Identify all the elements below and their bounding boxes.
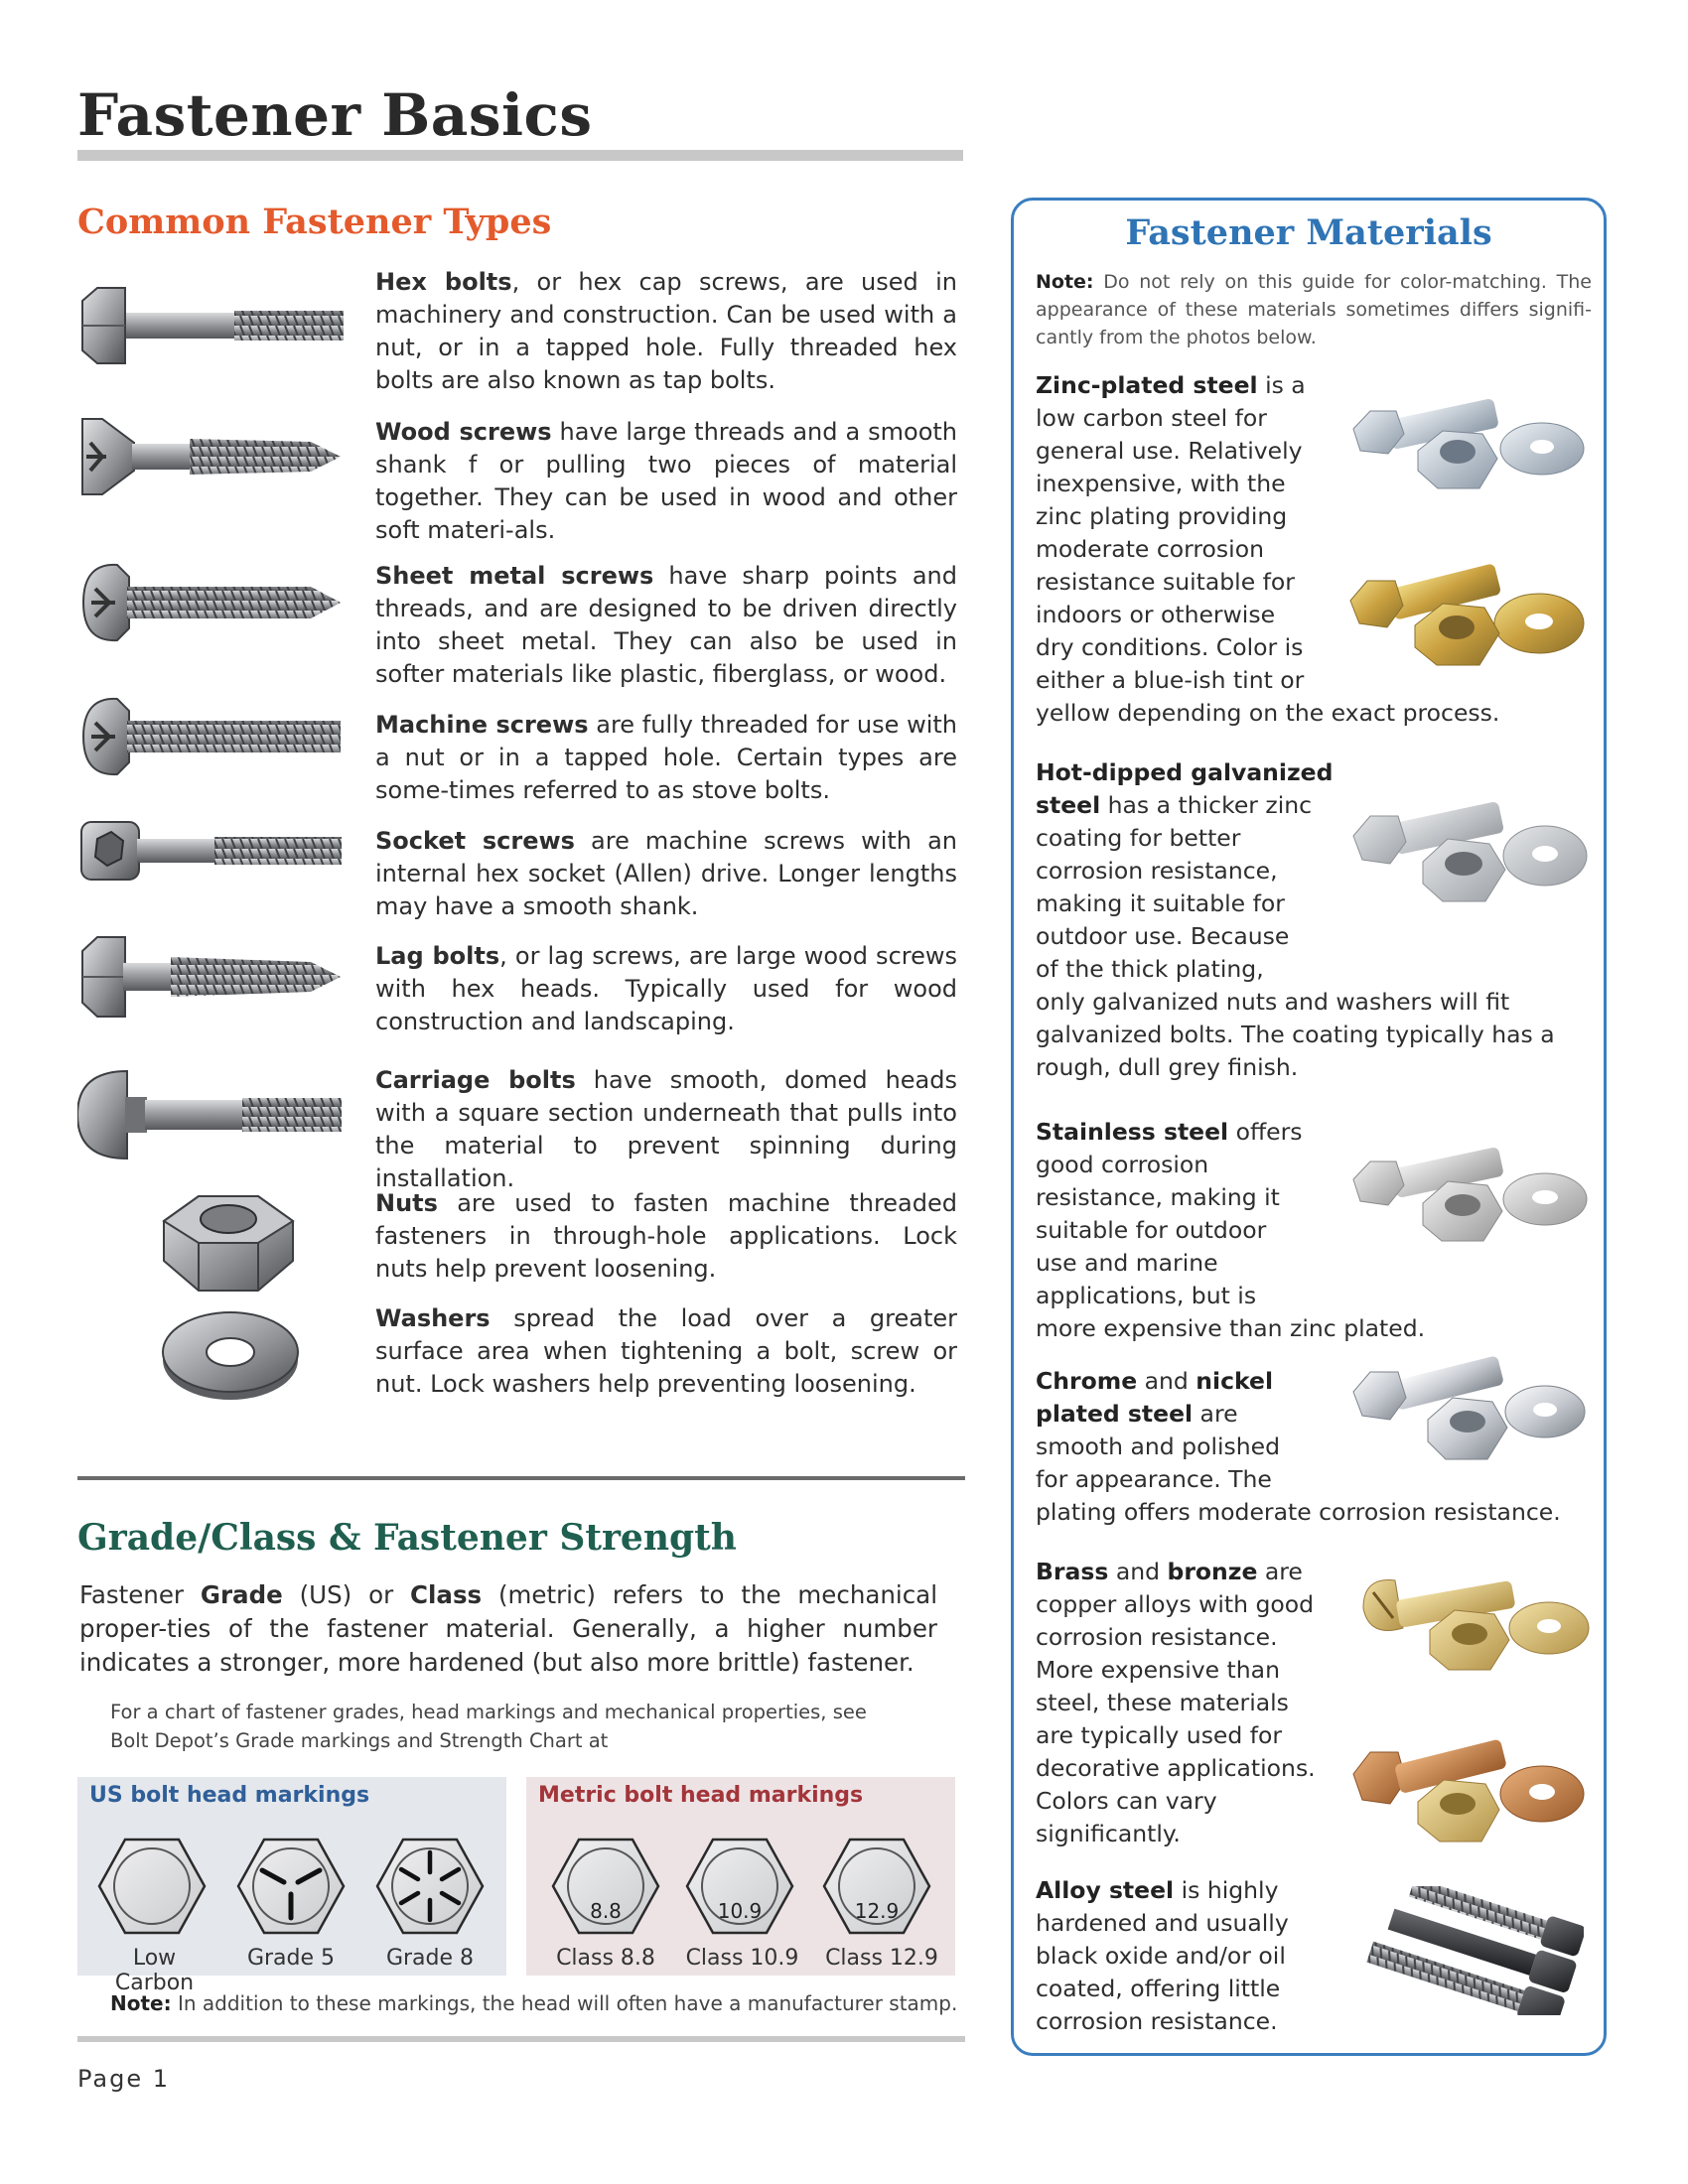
bronze-hardware-icon — [1348, 1732, 1592, 1856]
grade-description: Fastener Grade (US) or Class (metric) refers to the mechanical proper-ties of the fastener material. Generally, a higher number indicates a stronger, more hardened (but also more brittle) fastener. — [79, 1580, 937, 1677]
nut-icon — [159, 1191, 298, 1296]
us-markings-title: US bolt head markings — [89, 1783, 370, 1808]
grade-5-label: Grade 5 — [246, 1946, 336, 1971]
washer-icon — [159, 1305, 303, 1405]
page-title: Fastener Basics — [77, 81, 593, 149]
class-8-8-label: Class 8.8 — [556, 1946, 655, 1971]
types-heading: Common Fastener Types — [77, 202, 552, 242]
chrome-hardware-icon — [1348, 1350, 1592, 1479]
class-10-9-label: Class 10.9 — [685, 1946, 799, 1971]
type-nuts: Nuts are used to fasten machine threaded fasteners in through-hole applications. Lock nuts help prevent loosening. — [375, 1189, 957, 1283]
material-stainless: Stainless steel offers good corrosion resistance, making it suitable for outdoor use and marine applications, but is more expensive than zinc plated. — [1036, 1118, 1426, 1342]
low-carbon-label: Low Carbon — [114, 1946, 195, 1995]
low-carbon-hex-icon — [97, 1837, 207, 1936]
materials-heading: Fastener Materials — [1125, 212, 1492, 253]
galvanized-hardware-icon — [1348, 794, 1592, 923]
type-lag-bolts: Lag bolts, or lag screws, are large wood screws with hex heads. Typically used for wood construction and landscaping. — [375, 942, 957, 1035]
grade-heading: Grade/Class & Fastener Strength — [77, 1517, 737, 1559]
grade-8-hex-icon — [375, 1837, 485, 1936]
lag-bolt-icon — [77, 935, 346, 1020]
class-10-9-mark: 10.9 — [717, 1899, 763, 1923]
class-8-8-hex-icon — [551, 1837, 660, 1936]
type-socket-screws: Socket screws are machine screws with an internal hex socket (Allen) drive. Longer lengths may have a smooth shank. — [375, 827, 957, 920]
grade-8-label: Grade 8 — [385, 1946, 475, 1971]
us-markings-panel — [77, 1777, 506, 1995]
page-number: Page 1 — [77, 2065, 170, 2093]
markings-note: Note: In addition to these markings, the head will often have a manufacturer stamp. — [110, 1991, 958, 2015]
wood-screw-icon — [72, 417, 346, 496]
class-8-8-mark: 8.8 — [590, 1899, 622, 1923]
material-chrome-nickel: Chrome and nickel plated steel are smooth and polished for appearance. The plating offers moderate corrosion resistance. — [1036, 1367, 1561, 1526]
zinc-blue-hardware-icon — [1348, 389, 1587, 513]
type-sheet-metal-screws: Sheet metal screws have sharp points and threads, and are designed to be driven directly into sheet metal. They can also be used in softer materials like plastic, fiberglass, or wood. — [375, 562, 958, 688]
materials-note: Note: Do not rely on this guide for color-matching. The appearance of these materials sometimes differs signifi-cantly from the photos below. — [1036, 271, 1592, 348]
metric-markings-title: Metric bolt head markings — [538, 1783, 864, 1808]
brass-hardware-icon — [1355, 1569, 1594, 1688]
type-washers: Washers spread the load over a greater surface area when tightening a bolt, screw or nut. Lock washers help preventing loosening. — [375, 1304, 957, 1398]
metric-markings-panel — [526, 1777, 955, 1976]
class-12-9-label: Class 12.9 — [825, 1946, 938, 1971]
type-wood-screws: Wood screws have large threads and a smooth shank f or pulling two pieces of material together. They can be used in wood and other soft materi-als. — [375, 418, 957, 544]
type-hex-bolts: Hex bolts, or hex cap screws, are used in machinery and construction. Can be used with a nut, or in a tapped hole. Fully threaded hex bolts are also known as tap bolts. — [375, 268, 957, 394]
type-machine-screws: Machine screws are fully threaded for use with a nut or in a tapped hole. Certain types are some-times referred to as stove bolts. — [375, 711, 957, 804]
grade-chart-reference: For a chart of fastener grades, head markings and mechanical properties, see Bolt Depot’s Grade markings and Strength Chart at — [110, 1701, 867, 1752]
grade-divider — [77, 1476, 965, 1480]
carriage-bolt-icon — [77, 1067, 346, 1161]
material-galvanized: Hot-dipped galvanized steel has a thicker zinc coating for better corrosion resistance, making it suitable for outdoor use. Because of the thick plating, only galvanized nuts and washers will fit galvanized bolts. The coating typically has a rough, dull grey finish. — [1036, 758, 1555, 1081]
socket-screw-icon — [77, 819, 346, 884]
grade-5-hex-icon — [236, 1837, 346, 1936]
hex-bolt-icon — [77, 286, 346, 365]
alloy-socket-screws-icon — [1355, 1886, 1584, 2015]
stainless-hardware-icon — [1348, 1142, 1592, 1261]
title-divider — [77, 150, 963, 161]
material-zinc: Zinc-plated steel is a low carbon steel for general use. Relatively inexpensive, with the zinc plating providing moderate corrosion resistance suitable for indoors or otherwise dry conditions. Color is either a blue-ish tint or yellow depending on the exact process. — [1036, 371, 1500, 727]
material-brass-bronze: Brass and bronze are copper alloys with good corrosion resistance. More expensive than steel, these materials are typically used for decorative applications. Colors can vary significantly. — [1036, 1558, 1316, 1847]
machine-screw-icon — [77, 695, 346, 779]
sheet-metal-screw-icon — [77, 561, 346, 645]
class-10-9-hex-icon — [685, 1837, 794, 1936]
material-alloy: Alloy steel is highly hardened and usually black oxide and/or oil coated, offering little corrosion resistance. — [1036, 1876, 1289, 2035]
class-12-9-mark: 12.9 — [854, 1899, 900, 1923]
class-12-9-hex-icon — [822, 1837, 931, 1936]
zinc-yellow-hardware-icon — [1345, 556, 1589, 685]
footer-divider — [77, 2036, 965, 2042]
type-carriage-bolts: Carriage bolts have smooth, domed heads with a square section underneath that pulls into the material to prevent spinning during installation. — [375, 1066, 958, 1192]
